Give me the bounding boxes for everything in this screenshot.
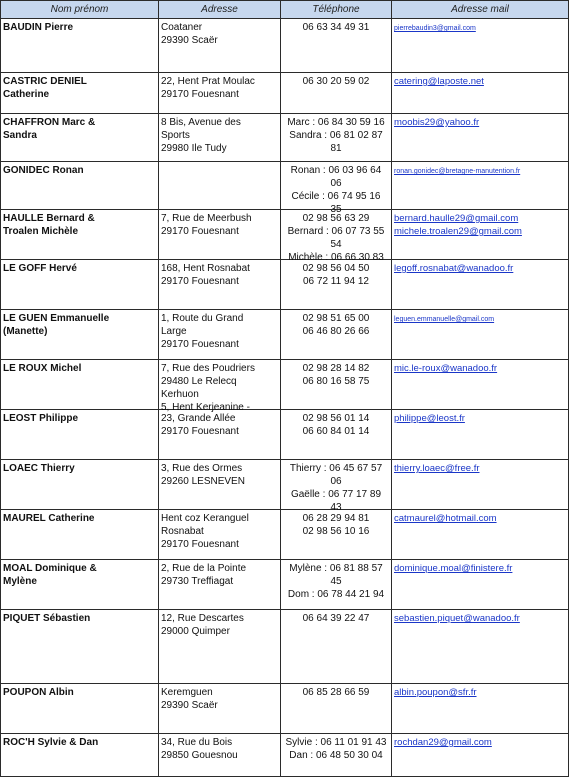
contact-phone: 02 98 56 01 14 bbox=[302, 413, 370, 424]
email-cell bbox=[392, 310, 569, 360]
contact-name: HAULLE Bernard & bbox=[3, 213, 95, 224]
name-cell bbox=[1, 310, 159, 360]
name-cell bbox=[1, 510, 159, 560]
email-cell bbox=[392, 19, 569, 73]
contact-address: Kerhuon bbox=[161, 389, 199, 400]
contact-address: Rosnabat bbox=[161, 526, 204, 537]
email-cell bbox=[392, 610, 569, 684]
table-row bbox=[1, 114, 569, 162]
email-cell bbox=[392, 360, 569, 410]
phone-cell bbox=[281, 162, 392, 215]
table-row bbox=[1, 610, 569, 684]
contact-address: Coataner bbox=[161, 22, 203, 33]
email-line bbox=[394, 362, 566, 375]
contact-address: 29170 Fouesnant bbox=[161, 89, 239, 100]
contact-address: 29480 Le Relecq bbox=[161, 376, 237, 387]
phone-cell bbox=[281, 210, 392, 263]
phone-cell bbox=[281, 410, 392, 460]
email-link[interactable]: dominique.moal@finistere.fr bbox=[394, 563, 513, 574]
contact-address: 5, Hent Kerjeanine - bbox=[161, 402, 250, 413]
contact-phone: Gaëlle : 06 77 17 89 bbox=[290, 489, 382, 500]
email-link[interactable]: thierry.loaec@free.fr bbox=[394, 463, 480, 474]
phone-cell bbox=[281, 19, 392, 73]
email-cell bbox=[392, 114, 569, 162]
header-name: Nom prénom bbox=[1, 1, 159, 19]
header-phone: Téléphone bbox=[281, 1, 392, 19]
name-cell bbox=[1, 734, 159, 777]
address-cell bbox=[159, 510, 281, 560]
contact-address: 29170 Fouesnant bbox=[161, 226, 239, 237]
contact-address: 29390 Scaër bbox=[161, 35, 218, 46]
name-cell bbox=[1, 684, 159, 734]
contact-rows bbox=[1, 19, 569, 777]
contact-phone: Ronan : 06 03 96 64 bbox=[290, 165, 382, 176]
contact-name: Catherine bbox=[3, 89, 50, 100]
contact-address: Large bbox=[161, 326, 187, 337]
address-cell bbox=[159, 73, 281, 114]
name-cell bbox=[1, 260, 159, 310]
contact-phone: 06 28 29 94 81 bbox=[302, 513, 370, 524]
table-row bbox=[1, 684, 569, 734]
contact-phone: 02 98 56 10 16 bbox=[302, 526, 370, 537]
header-email: Adresse mail bbox=[392, 1, 569, 19]
contact-phone: 02 98 28 14 82 bbox=[302, 363, 370, 374]
table-row bbox=[1, 510, 569, 560]
table-row bbox=[1, 360, 569, 410]
contact-address: 29730 Treffiagat bbox=[161, 576, 234, 587]
phone-cell bbox=[281, 114, 392, 162]
contact-name: ROC'H Sylvie & Dan bbox=[3, 737, 99, 748]
contact-address: 168, Hent Rosnabat bbox=[161, 263, 250, 274]
address-cell bbox=[159, 684, 281, 734]
address-cell bbox=[159, 560, 281, 610]
contact-name: LE ROUX Michel bbox=[3, 363, 82, 374]
email-line bbox=[394, 116, 566, 129]
contact-address: 29980 Ile Tudy bbox=[161, 143, 227, 154]
address-cell bbox=[159, 310, 281, 360]
name-cell bbox=[1, 560, 159, 610]
table-row bbox=[1, 734, 569, 777]
contact-address: 29170 Fouesnant bbox=[161, 276, 239, 287]
email-link[interactable]: mic.le-roux@wanadoo.fr bbox=[394, 363, 498, 374]
header-row bbox=[1, 1, 569, 19]
address-cell bbox=[159, 162, 281, 210]
contact-name: CASTRIC DENIEL bbox=[3, 76, 87, 87]
table-row bbox=[1, 260, 569, 310]
phone-cell bbox=[281, 73, 392, 114]
address-cell bbox=[159, 210, 281, 260]
name-cell bbox=[1, 162, 159, 210]
contact-phone: Mylène : 06 81 88 57 bbox=[289, 563, 383, 574]
contact-phone: 06 72 11 94 12 bbox=[303, 276, 369, 287]
phone-cell bbox=[281, 734, 392, 777]
email-cell bbox=[392, 560, 569, 610]
email-link[interactable]: michele.troalen29@gmail.com bbox=[394, 226, 522, 237]
address-cell bbox=[159, 360, 281, 413]
contact-phone: 54 bbox=[330, 239, 342, 250]
contact-phone: 06 80 16 58 75 bbox=[302, 376, 370, 387]
email-cell bbox=[392, 162, 569, 210]
address-cell bbox=[159, 260, 281, 310]
name-cell bbox=[1, 360, 159, 410]
contact-name: Mylène bbox=[3, 576, 37, 587]
email-line bbox=[394, 75, 566, 88]
name-cell bbox=[1, 73, 159, 114]
email-line bbox=[394, 612, 566, 625]
email-link[interactable]: ronan.gonidec@bretagne-manutention.fr bbox=[394, 168, 521, 175]
email-cell bbox=[392, 734, 569, 777]
contact-phone: Dan : 06 48 50 30 04 bbox=[289, 750, 383, 761]
email-cell bbox=[392, 460, 569, 510]
email-line bbox=[394, 736, 566, 749]
contact-phone: 35 bbox=[330, 204, 342, 215]
contact-phone: 02 98 56 04 50 bbox=[302, 263, 370, 274]
email-cell bbox=[392, 684, 569, 734]
contact-address: 29260 LESNEVEN bbox=[161, 476, 245, 487]
email-link[interactable]: leguen.emmanuelle@gmail.com bbox=[394, 316, 495, 323]
contact-name: MAUREL Catherine bbox=[3, 513, 95, 524]
table-row bbox=[1, 210, 569, 260]
contact-address: 29170 Fouesnant bbox=[161, 539, 239, 550]
contact-address: 23, Grande Allée bbox=[161, 413, 236, 424]
contact-address: 29390 Scaër bbox=[161, 700, 218, 711]
contact-name: PIQUET Sébastien bbox=[3, 613, 91, 624]
contact-phone: 06 63 34 49 31 bbox=[302, 22, 370, 33]
email-link[interactable]: philippe@leost.fr bbox=[394, 413, 465, 424]
table-row bbox=[1, 560, 569, 610]
contact-address: 8 Bis, Avenue des bbox=[161, 117, 241, 128]
contact-address: Sports bbox=[161, 130, 190, 141]
email-link[interactable]: moobis29@yahoo.fr bbox=[394, 117, 480, 128]
phone-cell bbox=[281, 310, 392, 360]
name-cell bbox=[1, 19, 159, 73]
address-cell bbox=[159, 19, 281, 73]
name-cell bbox=[1, 410, 159, 460]
email-line bbox=[394, 212, 566, 225]
email-link[interactable]: catmaurel@hotmail.com bbox=[394, 513, 497, 524]
table-row bbox=[1, 162, 569, 210]
address-cell bbox=[159, 410, 281, 460]
contact-address: 29000 Quimper bbox=[161, 626, 230, 637]
contact-phone: Sylvie : 06 11 01 91 43 bbox=[285, 737, 387, 748]
email-link[interactable]: sebastien.piquet@wanadoo.fr bbox=[394, 613, 520, 624]
contact-address: Keremguen bbox=[161, 687, 213, 698]
name-cell bbox=[1, 460, 159, 510]
contact-phone: Thierry : 06 45 67 57 bbox=[289, 463, 383, 474]
email-cell bbox=[392, 410, 569, 460]
email-link[interactable]: albin.poupon@sfr.fr bbox=[394, 687, 477, 698]
contact-phone: Dom : 06 78 44 21 94 bbox=[287, 589, 385, 600]
contact-name: Sandra bbox=[3, 130, 37, 141]
email-line bbox=[394, 512, 566, 525]
contact-address: 3, Rue des Ormes bbox=[161, 463, 243, 474]
email-line bbox=[394, 462, 566, 475]
phone-cell bbox=[281, 610, 392, 684]
address-cell bbox=[159, 114, 281, 162]
contact-phone: 06 85 28 66 59 bbox=[302, 687, 370, 698]
address-cell bbox=[159, 610, 281, 684]
contact-address: 12, Rue Descartes bbox=[161, 613, 244, 624]
email-line bbox=[394, 164, 566, 178]
contact-address: 2, Rue de la Pointe bbox=[161, 563, 247, 574]
contact-address: 29850 Gouesnou bbox=[161, 750, 238, 761]
email-link[interactable]: legoff.rosnabat@wanadoo.fr bbox=[394, 263, 514, 274]
contact-name: POUPON Albin bbox=[3, 687, 74, 698]
phone-cell bbox=[281, 560, 392, 610]
table-row bbox=[1, 19, 569, 73]
name-cell bbox=[1, 114, 159, 162]
contact-name: MOAL Dominique & bbox=[3, 563, 97, 574]
email-line bbox=[394, 412, 566, 425]
contact-phone: 81 bbox=[330, 143, 342, 154]
contact-address: 1, Route du Grand bbox=[161, 313, 244, 324]
contact-name: BAUDIN Pierre bbox=[3, 22, 74, 33]
email-cell bbox=[392, 73, 569, 114]
contact-address: 34, Rue du Bois bbox=[161, 737, 233, 748]
contact-address: 29170 Fouesnant bbox=[161, 339, 239, 350]
email-link[interactable]: pierrebaudin3@gmail.com bbox=[394, 25, 476, 32]
contact-phone: 02 98 51 65 00 bbox=[302, 313, 370, 324]
phone-cell bbox=[281, 360, 392, 410]
email-line bbox=[394, 225, 566, 238]
header-address: Adresse bbox=[159, 1, 281, 19]
email-link[interactable]: bernard.haulle29@gmail.com bbox=[394, 213, 519, 224]
contact-address: 29170 Fouesnant bbox=[161, 426, 239, 437]
contact-name: LE GUEN Emmanuelle bbox=[3, 313, 110, 324]
name-cell bbox=[1, 210, 159, 260]
email-cell bbox=[392, 210, 569, 260]
address-cell bbox=[159, 460, 281, 510]
contact-name: LOAEC Thierry bbox=[3, 463, 75, 474]
contact-address: Hent coz Keranguel bbox=[161, 513, 249, 524]
contact-phone: Cécile : 06 74 95 16 bbox=[291, 191, 381, 202]
contact-phone: 06 bbox=[330, 476, 342, 487]
contact-phone: 02 98 56 63 29 bbox=[302, 213, 370, 224]
email-line bbox=[394, 262, 566, 275]
phone-cell bbox=[281, 460, 392, 513]
table-row bbox=[1, 460, 569, 510]
address-cell bbox=[159, 734, 281, 777]
table-row bbox=[1, 310, 569, 360]
contact-phone: 43 bbox=[330, 502, 342, 513]
email-line bbox=[394, 312, 566, 326]
contact-phone: Michèle : 06 66 30 83 bbox=[288, 252, 384, 263]
contact-phone: 06 60 84 01 14 bbox=[302, 426, 370, 437]
contact-phone: 06 30 20 59 02 bbox=[302, 76, 370, 87]
email-cell bbox=[392, 260, 569, 310]
contact-address: 7, Rue des Poudriers bbox=[161, 363, 255, 374]
contact-phone: Marc : 06 84 30 59 16 bbox=[287, 117, 385, 128]
contact-phone: 06 46 80 26 66 bbox=[302, 326, 370, 337]
phone-cell bbox=[281, 684, 392, 734]
contact-phone: Sandra : 06 81 02 87 bbox=[289, 130, 383, 141]
contact-phone: 06 bbox=[330, 178, 342, 189]
contact-name: LE GOFF Hervé bbox=[3, 263, 77, 274]
contact-phone: 06 64 39 22 47 bbox=[302, 613, 370, 624]
contact-address: 7, Rue de Meerbush bbox=[161, 213, 252, 224]
email-link[interactable]: catering@laposte.net bbox=[394, 76, 484, 87]
contact-phone: 45 bbox=[330, 576, 342, 587]
contact-name: Troalen Michèle bbox=[3, 226, 79, 237]
contact-phone: Bernard : 06 07 73 55 bbox=[287, 226, 385, 237]
contact-address: 22, Hent Prat Moulac bbox=[161, 76, 255, 87]
email-cell bbox=[392, 510, 569, 560]
name-cell bbox=[1, 610, 159, 684]
phone-cell bbox=[281, 260, 392, 310]
contact-name: (Manette) bbox=[3, 326, 48, 337]
contact-name: LEOST Philippe bbox=[3, 413, 79, 424]
table-row bbox=[1, 410, 569, 460]
email-line bbox=[394, 21, 566, 35]
contact-name: GONIDEC Ronan bbox=[3, 165, 84, 176]
email-link[interactable]: rochdan29@gmail.com bbox=[394, 737, 492, 748]
phone-cell bbox=[281, 510, 392, 560]
email-line bbox=[394, 686, 566, 699]
contact-name: CHAFFRON Marc & bbox=[3, 117, 96, 128]
table-row bbox=[1, 73, 569, 114]
email-line bbox=[394, 562, 566, 575]
